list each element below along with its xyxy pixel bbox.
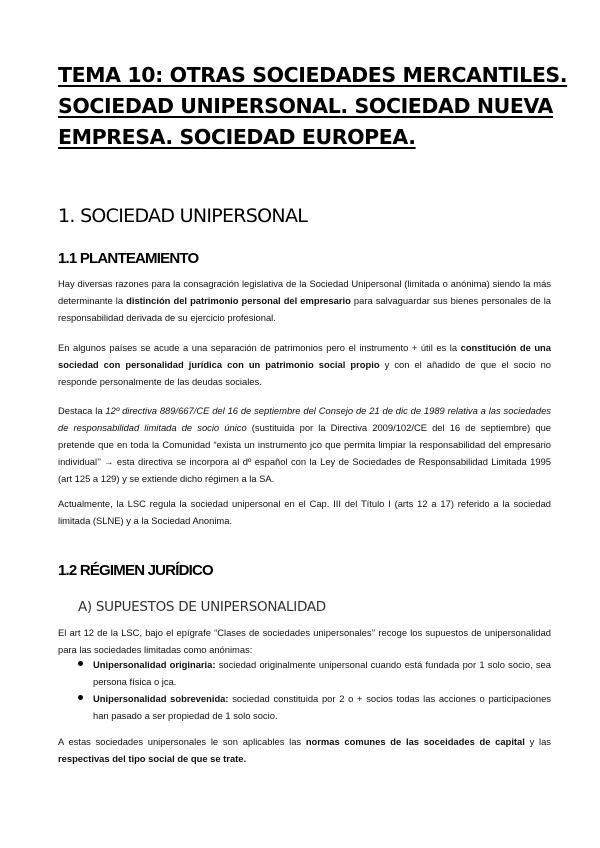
emphasis-text: distinción del patrimonio personal del empresario	[126, 295, 351, 306]
paragraph-text: y con el añadido de que el socio no responde personalmente de las deudas sociales.	[58, 359, 551, 387]
paragraph-text: A estas sociedades unipersonales le son aplicables las	[58, 736, 306, 747]
paragraph-text: Hay diversas razones para la consagración legislativa de la Sociedad Unipersonal (limitada o anónima) siendo la más determinante la	[58, 278, 551, 306]
paragraph-text: En algunos países se acude a una separación de patrimonios pero el instrumento + útil es la	[58, 342, 461, 353]
list-item-term: Unipersonalidad sobrevenida:	[93, 693, 229, 704]
list-item-text: sociedad constituida por 2 o + socios todas las acciones o participaciones han pasado a ser propiedad de 1 solo socio.	[93, 693, 551, 721]
paragraph-text: y las	[524, 736, 551, 747]
emphasis-text: normas comunes de las soceidades de capital	[305, 736, 525, 747]
unipersonalidad-list	[78, 656, 551, 724]
paragraph-separacion-patrimonios	[58, 339, 551, 390]
bullet-icon	[78, 695, 83, 700]
section-heading-sociedad-unipersonal: 1. SOCIEDAD UNIPERSONAL	[58, 205, 308, 227]
italic-text: 12º directiva 889/667/CE del 16 de septiembre del Consejo de 21 de dic de 1989 relativa a las sociedades de responsabilidad limitada de socio único	[58, 405, 551, 433]
paragraph-razones	[58, 275, 551, 326]
subsection-heading-regimen-juridico: 1.2 RÉGIMEN JURÍDICO	[58, 562, 213, 579]
emphasis-text: respectivas del tipo social de que se trate.	[58, 753, 247, 764]
paragraph-normas-comunes	[58, 733, 551, 767]
emphasis-text: constitución de una sociedad con personalidad jurídica con un patrimonio social propio	[58, 342, 551, 370]
paragraph-directiva	[58, 402, 551, 487]
paragraph-text: (sustituida por la Directiva 2009/102/CE del 16 de septiembre) que pretende que en toda la Comunidad “exista un instrumento jco que permita limpiar la responsabilidad del empresario individual’’ → esta directiva se incorpora al dº español con la Ley de Sociedades de Responsabilidad Limitada 1995 (art 125 a 129) y se extiende dicho régimen a la SA.	[58, 422, 552, 484]
paragraph-lsc: Actualmente, la LSC regula la sociedad unipersonal en el Cap. III del Título I (arts 12 a 17) referido a la sociedad limitada (SLNE) y a la Sociedad Anonima.	[58, 498, 551, 526]
paragraph-text: Destaca la	[58, 405, 106, 416]
list-item	[78, 690, 551, 724]
bullet-icon	[78, 661, 83, 666]
paragraph-art-12: El art 12 de la LSC, bajo el epígrafe “Clases de sociedades unipersonales’’ recoge los supuestos de unipersonalidad para las sociedades limitadas como anónimas:	[58, 627, 551, 655]
document-title: TEMA 10: OTRAS SOCIEDADES MERCANTILES. SOCIEDAD UNIPERSONAL. SOCIEDAD NUEVA EMPRESA. SOCIEDAD EUROPEA.	[58, 63, 568, 149]
subsection-heading-planteamiento: 1.1 PLANTEAMIENTO	[58, 250, 199, 267]
paragraph-text: para salvaguardar sus bienes personales de la responsabilidad derivada de su ejercicio profesional.	[58, 295, 551, 323]
list-item-term: Unipersonalidad originaria:	[93, 659, 216, 670]
list-item-text: sociedad originalmente unipersonal cuando está fundada por 1 solo socio, sea persona física o jca.	[93, 659, 551, 687]
list-item	[78, 656, 551, 690]
subsection-heading-supuestos: A) SUPUESTOS DE UNIPERSONALIDAD	[78, 599, 326, 615]
